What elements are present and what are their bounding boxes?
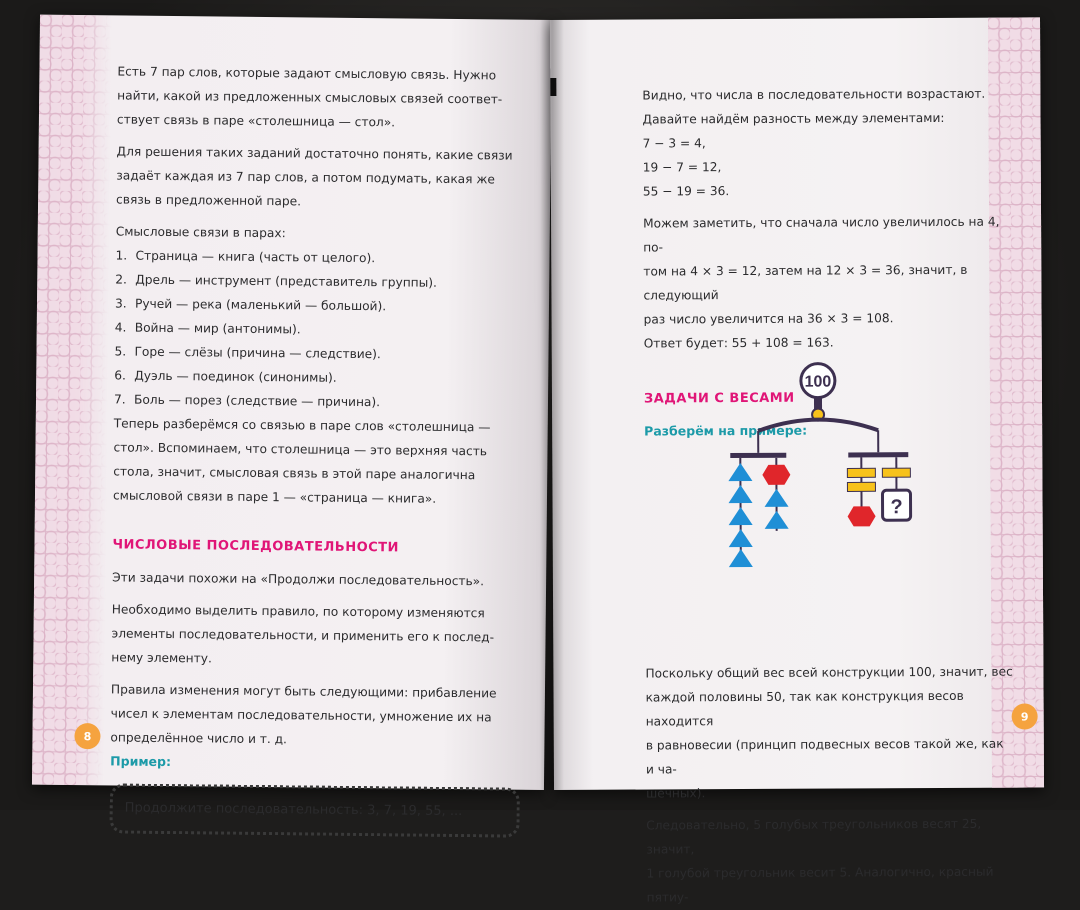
pair-num: 7. (114, 387, 134, 411)
pair-text: Дрель — инструмент (представитель группы). (135, 268, 437, 295)
yellow-rectangle (847, 468, 875, 477)
example-label: Пример: (110, 749, 510, 777)
blue-triangle (728, 463, 752, 481)
rule-line: нему элементу. (111, 645, 511, 673)
left-page-text (109, 59, 517, 837)
red-hexagon (848, 506, 876, 526)
hanging-scale-illustration (718, 360, 919, 561)
rules-change-line: чисел к элементам последовательности, умножение их на (111, 701, 511, 729)
red-hexagon (762, 465, 790, 485)
rules-change-line: определённое число и т. д. (110, 725, 510, 753)
explanation-line: в равновесии (принцип подвесных весов такой же, как и ча- (646, 732, 1014, 782)
blue-triangle (729, 507, 753, 525)
intro-line: Есть 7 пар слов, которые задают смысловую связь. Нужно (117, 59, 517, 87)
analysis-line: смысловой связи в паре 1 — «страница — книга». (113, 483, 513, 511)
right-page (550, 17, 1044, 790)
observation-line: том на 4 × 3 = 12, затем на 12 × 3 = 36, значит, в следующий (643, 258, 1011, 308)
right-arm (848, 452, 908, 457)
pair-num: 1. (115, 243, 135, 267)
puzzle-pattern-border (32, 15, 112, 786)
pair-text: Война — мир (антонимы). (135, 316, 301, 342)
example-box (109, 783, 520, 837)
conclusion-line: Следовательно, 5 голубых треугольников весят 25, значит, (646, 812, 1014, 862)
observation-line: Можем заметить, что сначала число увеличилось на 4, по- (643, 210, 1011, 260)
pair-num: 2. (115, 267, 135, 291)
conclusion-line: 1 голубой треугольник весит 5. Аналогично, красный пятиу- (646, 860, 1014, 910)
example-task: Продолжите последовательность: 3, 7, 19, 55, ... (125, 801, 463, 820)
question-mark: ? (890, 496, 902, 518)
page-number-badge: 8 (74, 723, 100, 749)
diff-line: 7 − 3 = 4, (643, 130, 1011, 156)
blue-triangle (765, 511, 789, 529)
section-heading-weights: ЗАДАЧИ С ВЕСАМИ (644, 386, 1012, 412)
rules-change-line: Правила изменения могут быть следующими: прибавление (111, 677, 511, 705)
blue-triangle (728, 485, 752, 503)
pair-text: Ручей — река (маленький — большой). (135, 292, 386, 319)
page-number-badge: 9 (1012, 703, 1038, 729)
rule-line: элементы последовательности, и применить его к послед- (111, 621, 511, 649)
blue-triangle (729, 529, 753, 547)
para2-line: связь в предложенной паре. (116, 187, 516, 215)
pair-text: Страница — книга (часть от целого). (135, 244, 375, 271)
answer-line: Ответ будет: 55 + 108 = 163. (644, 330, 1012, 356)
pair-num: 3. (115, 291, 135, 315)
yellow-rectangle (882, 468, 910, 477)
text-line: Давайте найдём разность между элементами: (642, 106, 1010, 132)
analysis-line: стол». Вспоминаем, что столешница — это верхняя часть (113, 435, 513, 463)
para2-line: Для решения таких заданий достаточно понять, какие связи (116, 139, 516, 167)
scale-beam (758, 419, 878, 431)
page-tab-mark (550, 78, 556, 96)
section-heading-sequences: ЧИСЛОВЫЕ ПОСЛЕДОВАТЕЛЬНОСТИ (112, 533, 512, 561)
para2-line: задаёт каждая из 7 пар слов, а потом подумать, какая же (116, 163, 516, 191)
weight-label: 100 (805, 374, 832, 391)
intro-line: ствует связь в паре «столешница — стол». (117, 107, 517, 135)
pair-text: Горе — слёзы (причина — следствие). (134, 340, 381, 367)
subheading-example: Разберём на примере: (644, 418, 1012, 444)
seq-intro: Эти задачи похожи на «Продолжи последовательность». (112, 565, 512, 593)
explanation-line: каждой половины 50, так как конструкция весов находится (645, 684, 1013, 734)
pair-num: 6. (114, 363, 134, 387)
diff-line: 19 − 7 = 12, (643, 154, 1011, 180)
text-line: Видно, что числа в последовательности возрастают. (642, 82, 1010, 108)
pair-text: Боль — порез (следствие — причина). (134, 388, 380, 415)
blue-triangle (729, 549, 753, 567)
analysis-line: Теперь разберёмся со связью в паре слов «столешница — (114, 411, 514, 439)
pair-num: 4. (115, 315, 135, 339)
pair-text: Дуэль — поединок (синонимы). (134, 364, 337, 390)
yellow-rectangle (847, 482, 875, 491)
explanation-line: Поскольку общий вес всей конструкции 100, значит, вес (645, 660, 1013, 686)
left-arm (730, 453, 786, 458)
observation-line: раз число увеличится на 36 × 3 = 108. (644, 306, 1012, 332)
open-book (40, 20, 1040, 790)
diff-line: 55 − 19 = 36. (643, 178, 1011, 204)
blue-triangle (764, 489, 788, 507)
rule-line: Необходимо выделить правило, по которому изменяются (112, 597, 512, 625)
intro-line: найти, какой из предложенных смысловых связей соответ- (117, 83, 517, 111)
pairs-title: Смысловые связи в парах: (116, 219, 516, 247)
pair-num: 5. (114, 339, 134, 363)
left-page (32, 15, 552, 790)
explanation-line: шечных). (646, 780, 1014, 806)
analysis-line: стола, значит, смысловая связь в этой паре аналогична (113, 459, 513, 487)
